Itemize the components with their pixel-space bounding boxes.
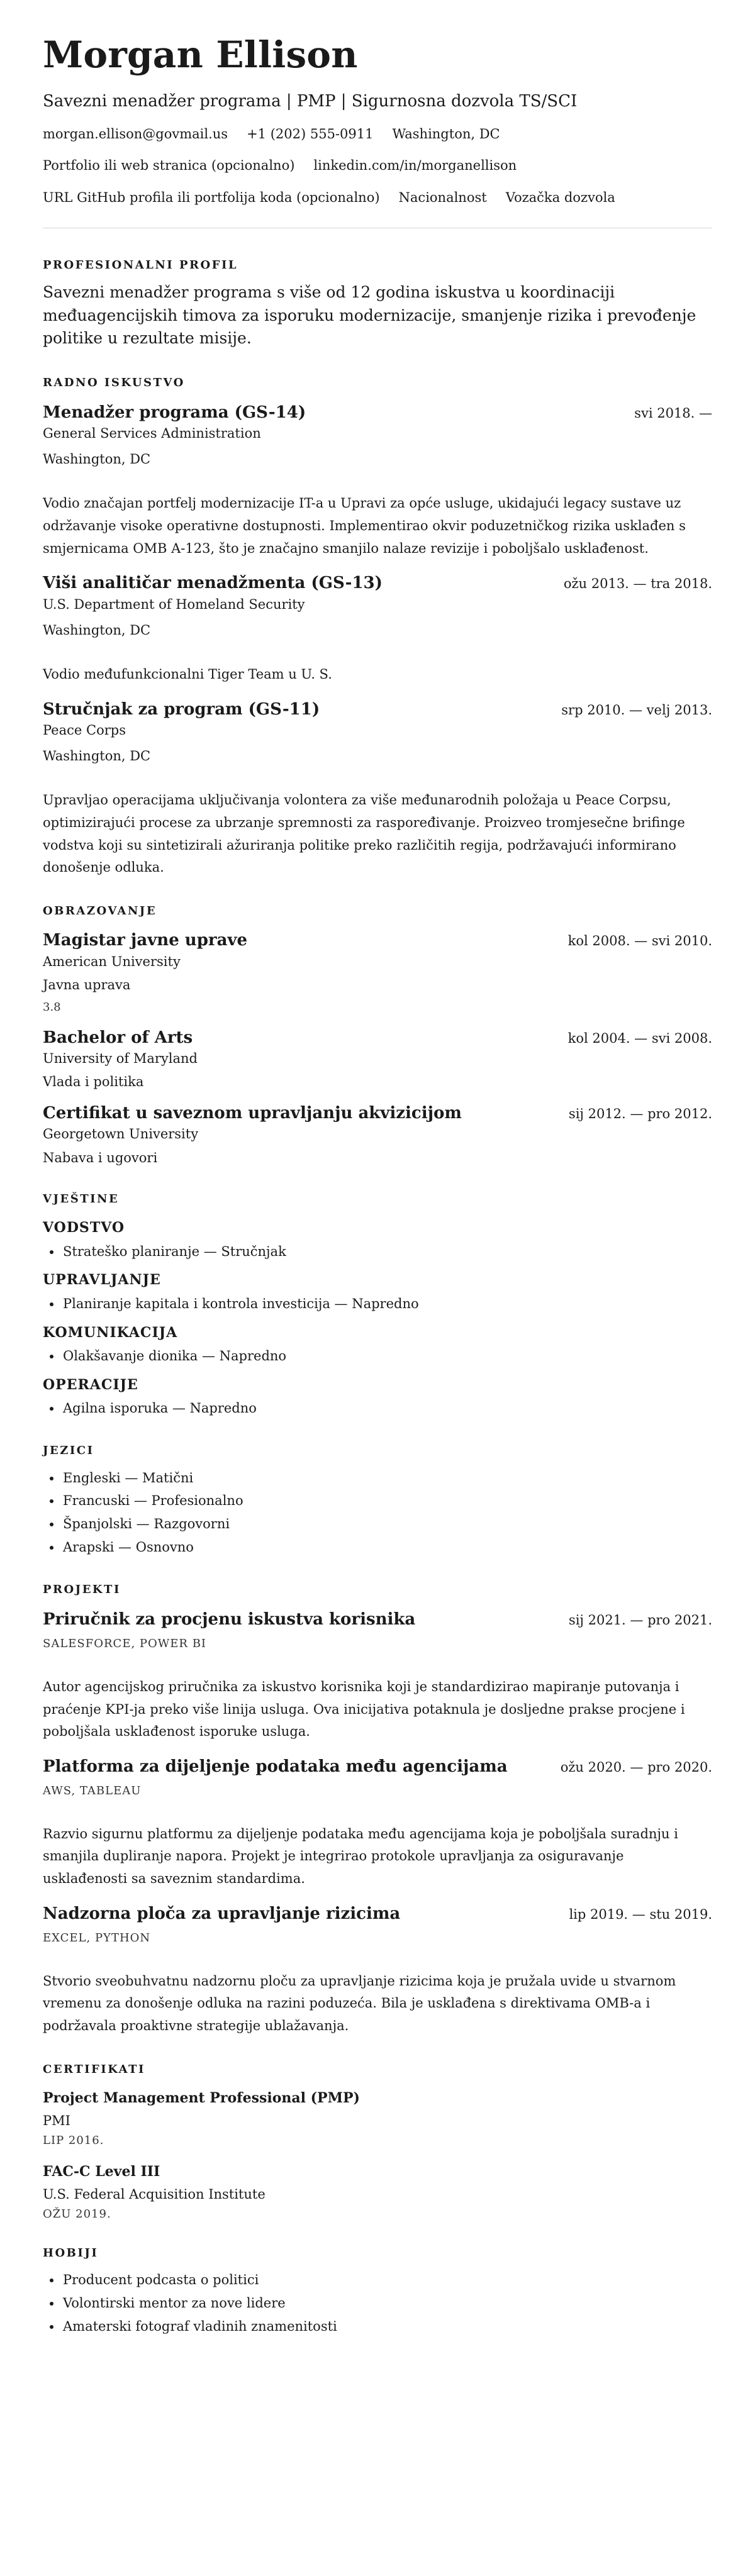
hobby-item: • Producent podcasta o politici (62, 2268, 712, 2292)
skill-category: VODSTVO (43, 1219, 125, 1236)
section-title-education: OBRAZOVANJE (43, 904, 157, 918)
skill-item: • Olakšavanje dionika — Napredno (62, 1345, 712, 1368)
job-dates: srp 2010. — velj 2013. (561, 702, 712, 718)
certificate-name: FAC-C Level III (43, 2163, 160, 2180)
field-of-study: Vlada i politika (43, 1074, 144, 1089)
employer: Peace Corps (43, 722, 126, 738)
employer: U.S. Department of Homeland Security (43, 596, 305, 612)
certificate-entry (43, 2163, 712, 2221)
skill-list (43, 1345, 712, 1368)
education-dates: sij 2012. — pro 2012. (568, 1106, 712, 1122)
section-title-certificates: CERTIFIKATI (43, 2062, 145, 2076)
details-row (43, 190, 712, 206)
skill-category: OPERACIJE (43, 1376, 138, 1393)
language-item: • Engleski — Matični (62, 1467, 712, 1490)
section-title-profile: PROFESIONALNI PROFIL (43, 258, 238, 272)
language-item: • Španjolski — Razgovorni (62, 1513, 712, 1536)
project-description: Autor agencijskog priručnika za iskustvo korisnika koji je standardizirao mapiranje putovanja i praćenje KPI-ja preko više linija usluga. Ova inicijativa potaknula je dosljedne prakse procjene i poboljšala usklađenost isporuke usluga. (43, 1679, 685, 1740)
skill-list (43, 1397, 712, 1420)
job-title: Viši analitičar menadžmenta (GS-13) (43, 574, 383, 593)
candidate-name: Morgan Ellison (43, 33, 358, 76)
certificate-name: Project Management Professional (PMP) (43, 2090, 360, 2107)
links-row (43, 158, 712, 174)
phone[interactable]: +1 (202) 555-0911 (247, 126, 374, 142)
gpa: 3.8 (43, 1001, 61, 1014)
project-title: Priručnik za procjenu iskustva korisnika (43, 1610, 416, 1629)
job-location: Washington, DC (43, 452, 151, 467)
experience-entry (43, 574, 712, 686)
education-entry (43, 931, 712, 1014)
location: Washington, DC (392, 126, 500, 142)
hobby-list (43, 2268, 712, 2338)
skill-list (43, 1292, 712, 1316)
education-dates: kol 2004. — svi 2008. (568, 1030, 712, 1046)
language-item: • Francuski — Profesionalno (62, 1489, 712, 1513)
project-tech: SALESFORCE, POWER BI (43, 1637, 207, 1651)
experience-entry (43, 700, 712, 879)
school: American University (43, 953, 181, 969)
job-description: Upravljao operacijama uključivanja volontera za više međunarodnih položaja u Peace Corpsu, optimizirajući procese za ubrzanje spremnosti za raspoređivanje. Proizveo tromjesečne brifinge vodstva koji su sintetizirali ažuriranja politike preko različitih regija, podržavajući informirano donošenje odluka. (43, 792, 685, 875)
portfolio-link[interactable]: Portfolio ili web stranica (opcionalno) (43, 158, 295, 174)
project-dates: ožu 2020. — pro 2020. (560, 1759, 712, 1775)
skill-item: • Strateško planiranje — Stručnjak (62, 1240, 712, 1263)
job-location: Washington, DC (43, 622, 151, 638)
project-title: Platforma za dijeljenje podataka među agencijama (43, 1757, 508, 1776)
profile-summary: Savezni menadžer programa s više od 12 godina iskustva u koordinaciji međuagencijskih timova za isporuku modernizacije, smanjenje rizika i prevođenje politike u rezultate misije. (43, 283, 696, 347)
field-of-study: Javna uprava (43, 977, 131, 992)
job-dates: ožu 2013. — tra 2018. (563, 576, 712, 592)
section-title-skills: VJEŠTINE (43, 1192, 120, 1206)
degree: Bachelor of Arts (43, 1028, 193, 1047)
job-description: Vodio značajan portfelj modernizacije IT-a u Upravi za opće usluge, ukidajući legacy sustave uz održavanje visoke operativne dostupnosti. Implementirao okvir poduzetničkog rizika usklađen s smjernicama OMB A-123, što je značajno smanjilo nalaze revizije i poboljšalo usklađenost. (43, 496, 686, 556)
education-dates: kol 2008. — svi 2010. (568, 933, 712, 949)
linkedin-link[interactable]: linkedin.com/in/morganellison (313, 158, 517, 174)
language-item: • Arapski — Osnovno (62, 1536, 712, 1559)
education-entry (43, 1028, 712, 1091)
degree: Magistar javne uprave (43, 931, 248, 950)
section-title-projects: PROJEKTI (43, 1582, 121, 1596)
certificate-entry (43, 2090, 712, 2147)
employer: General Services Administration (43, 425, 261, 441)
certificate-issuer: U.S. Federal Acquisition Institute (43, 2186, 266, 2202)
experience-entry (43, 403, 712, 560)
project-entry (43, 1757, 712, 1890)
resume-header (43, 33, 712, 206)
contact-row (43, 126, 712, 142)
email[interactable]: morgan.ellison@govmail.us (43, 126, 228, 142)
certificate-issuer: PMI (43, 2112, 70, 2128)
field-of-study: Nabava i ugovori (43, 1150, 158, 1165)
drivers-license: Vozačka dozvola (505, 189, 615, 205)
project-tech: EXCEL, PYTHON (43, 1931, 151, 1945)
skill-category: UPRAVLJANJE (43, 1272, 161, 1289)
skill-item: • Agilna isporuka — Napredno (62, 1397, 712, 1420)
github-link[interactable]: URL GitHub profila ili portfolija koda (opcionalno) (43, 189, 380, 205)
section-title-experience: RADNO ISKUSTVO (43, 376, 185, 390)
project-description: Stvorio sveobuhvatnu nadzornu ploču za upravljanje rizicima koja je pružala uvide u stvarnom vremenu za donošenje odluka na razini poduzeća. Bila je usklađena s direktivama OMB-a i podržavala proaktivne strategije ublažavanja. (43, 1973, 676, 2033)
job-title: Stručnjak za program (GS-11) (43, 699, 320, 719)
hobby-item: • Volontirski mentor za nove lidere (62, 2292, 712, 2315)
project-entry (43, 1904, 712, 2038)
job-title: Menadžer programa (GS-14) (43, 402, 306, 422)
section-title-hobbies: HOBIJI (43, 2246, 99, 2260)
headline: Savezni menadžer programa | PMP | Sigurnosna dozvola TS/SCI (43, 92, 578, 111)
hobby-item: • Amaterski fotograf vladinih znamenitosti (62, 2315, 712, 2338)
job-dates: svi 2018. — (634, 405, 712, 421)
certificate-date: OŽU 2019. (43, 2207, 111, 2221)
project-tech: AWS, TABLEAU (43, 1784, 142, 1798)
project-description: Razvio sigurnu platformu za dijeljenje podataka među agencijama koja je poboljšala suradnju i smanjila dupliranje napora. Projekt je integrirao protokole upravljanja za osiguravanje usklađenosti sa saveznim standardima. (43, 1826, 678, 1887)
project-dates: sij 2021. — pro 2021. (568, 1613, 712, 1628)
language-list (43, 1467, 712, 1559)
skill-item: • Planiranje kapitala i kontrola investicija — Napredno (62, 1292, 712, 1316)
project-dates: lip 2019. — stu 2019. (569, 1906, 712, 1922)
education-entry (43, 1104, 712, 1166)
job-location: Washington, DC (43, 748, 151, 763)
skill-list (43, 1240, 712, 1263)
project-entry (43, 1610, 712, 1743)
certificate-date: LIP 2016. (43, 2133, 104, 2147)
project-title: Nadzorna ploča za upravljanje rizicima (43, 1904, 401, 1923)
degree: Certifikat u saveznom upravljanju akvizicijom (43, 1104, 462, 1123)
job-description: Vodio međufunkcionalni Tiger Team u U. S. (43, 666, 332, 682)
nationality: Nacionalnost (398, 189, 487, 205)
section-title-languages: JEZICI (43, 1443, 94, 1457)
school: University of Maryland (43, 1050, 198, 1066)
school: Georgetown University (43, 1126, 199, 1142)
skill-category: KOMUNIKACIJA (43, 1324, 178, 1341)
